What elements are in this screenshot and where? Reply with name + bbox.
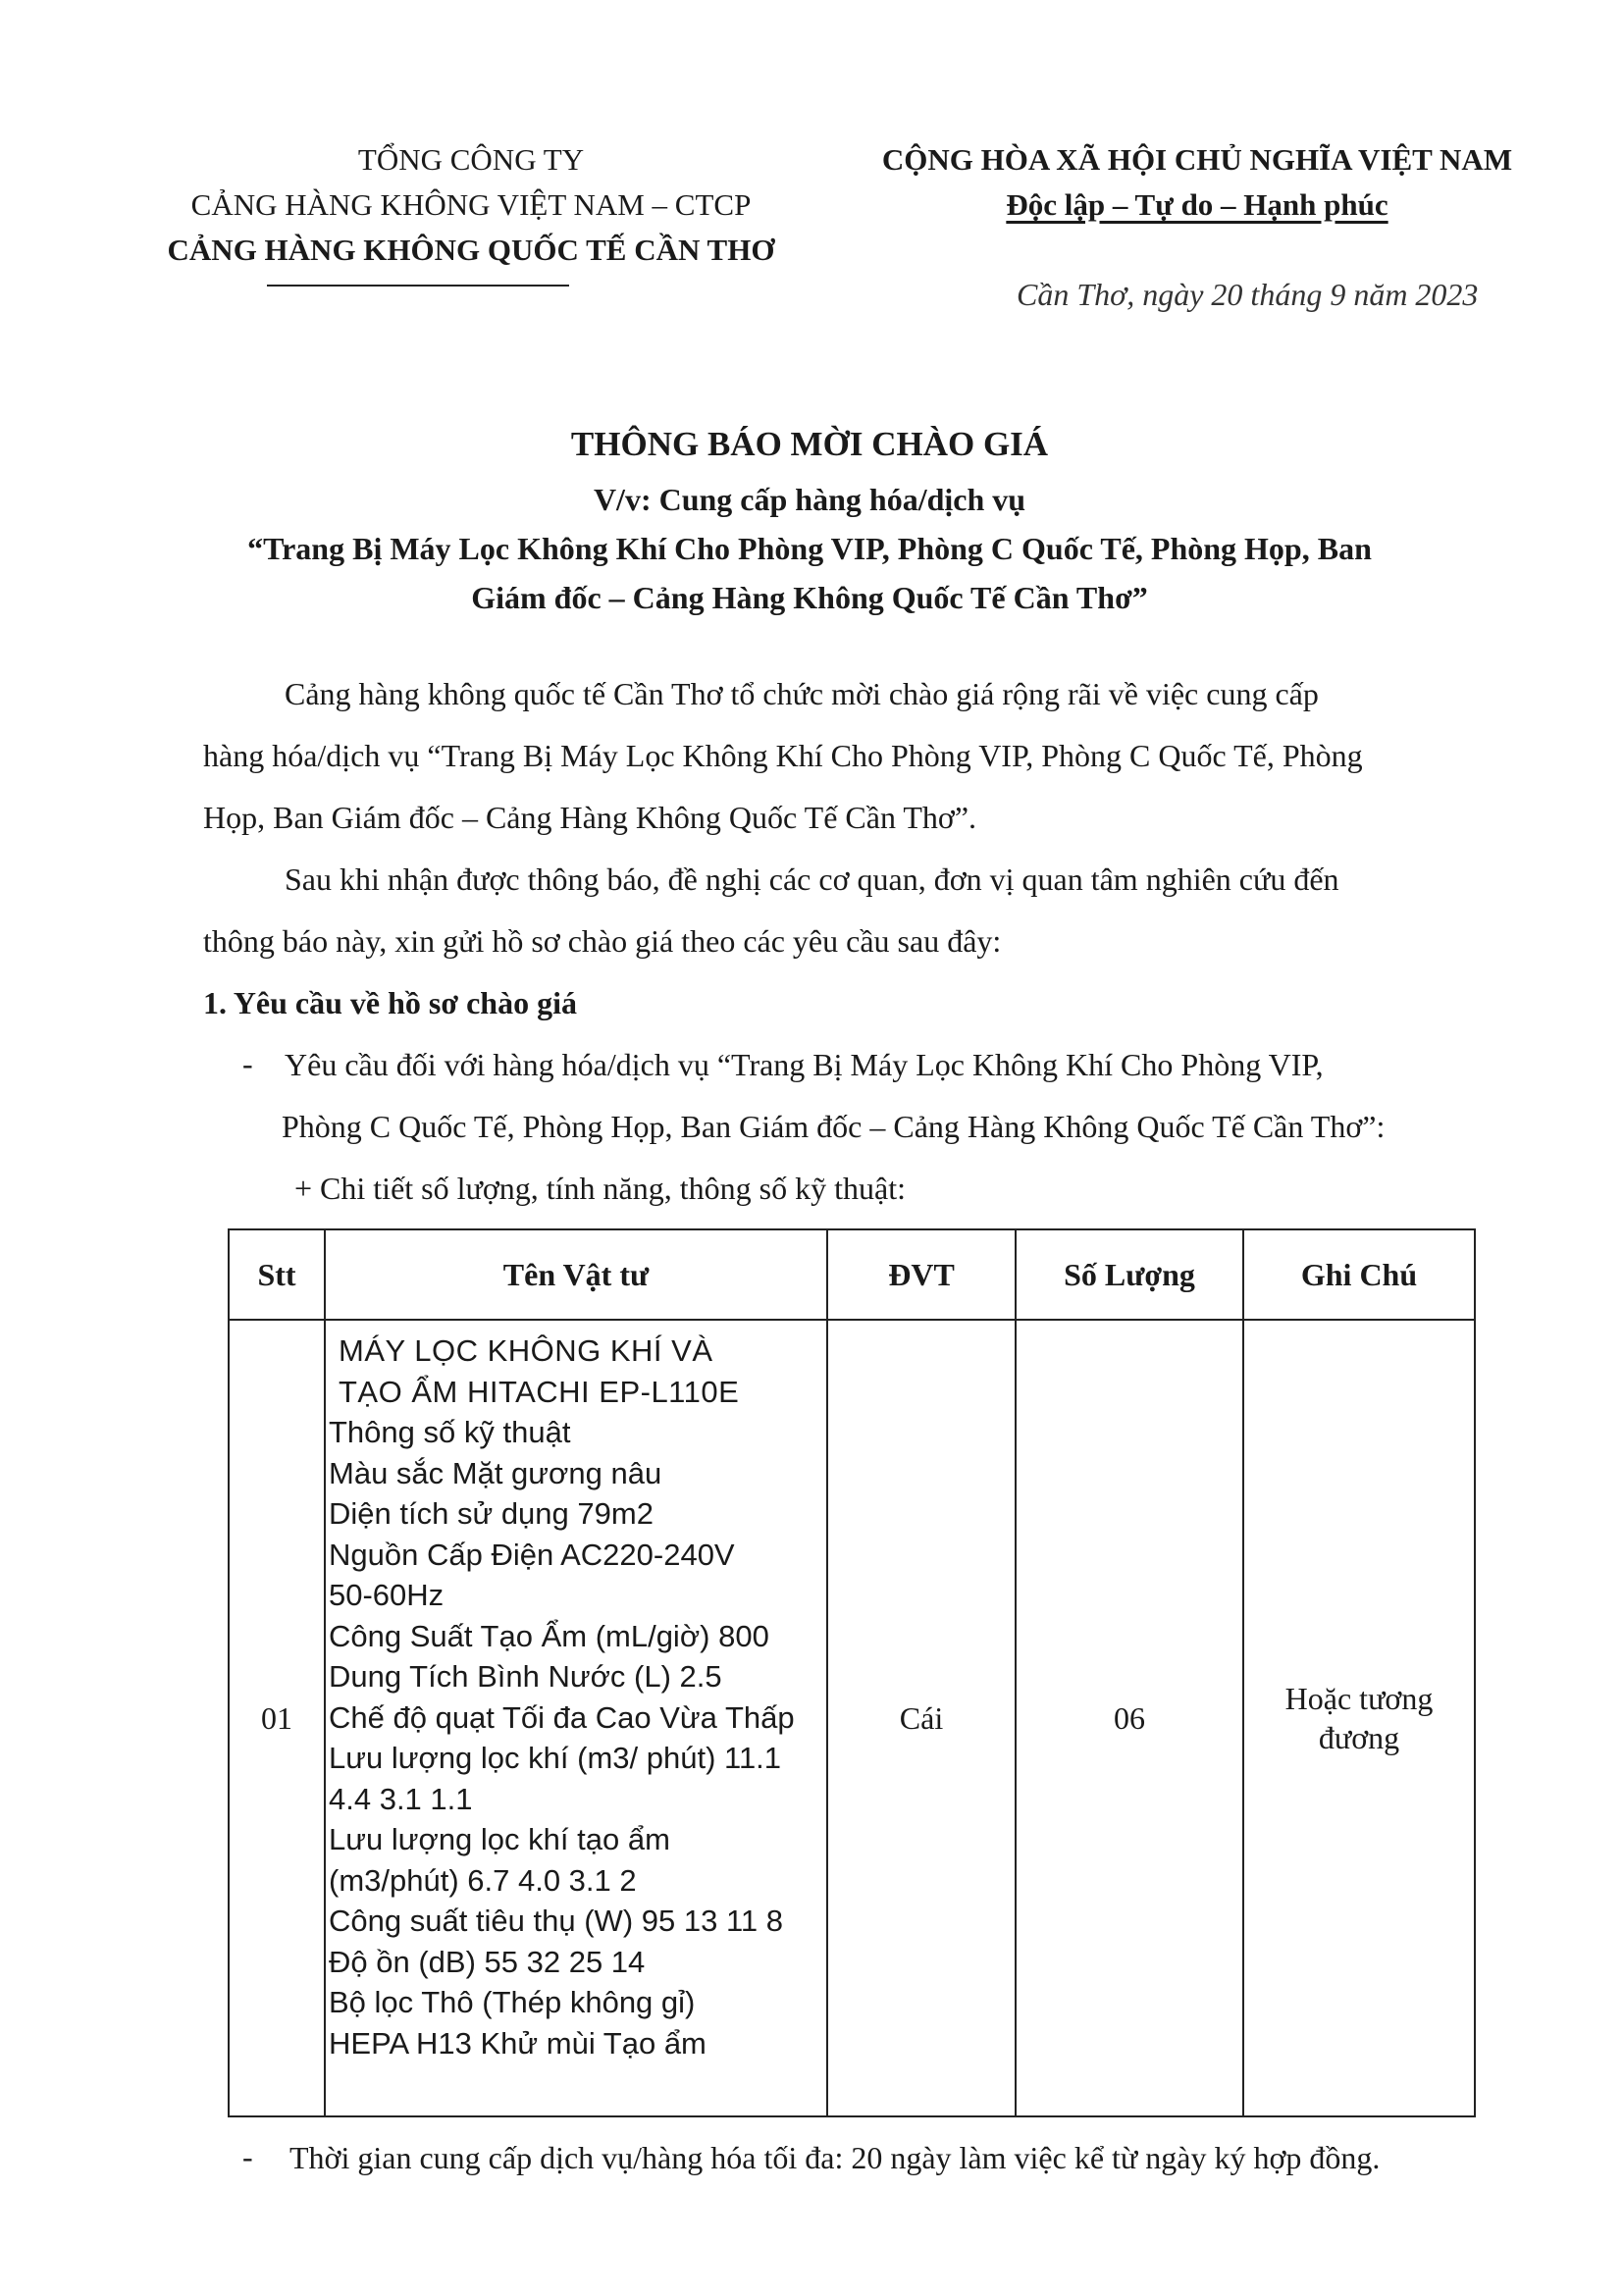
item-spec-line: Lưu lượng lọc khí tạo ẩm (329, 1822, 670, 1856)
item-spec-line: 50-60Hz (329, 1578, 445, 1612)
para1-line2: hàng hóa/dịch vụ “Trang Bị Máy Lọc Không Khí Cho Phòng VIP, Phòng C Quốc Tế, Phòng (203, 738, 1363, 773)
table-header-row (229, 1229, 1475, 1320)
cell-unit: Cái (827, 1320, 1016, 2116)
item-spec-line: Độ ồn (dB) 55 32 25 14 (329, 1944, 646, 1979)
org-line-3: CẢNG HÀNG KHÔNG QUỐC TẾ CẦN THƠ (167, 233, 775, 267)
doc-subject: V/v: Cung cấp hàng hóa/dịch vụ (593, 482, 1026, 517)
para2-line1: Sau khi nhận được thông báo, đề nghị các cơ quan, đơn vị quan tâm nghiên cứu đến (285, 861, 1339, 897)
org-line-1: TỔNG CÔNG TY (357, 142, 585, 177)
item-spec-line: Chế độ quạt Tối đa Cao Vừa Thấp (329, 1699, 795, 1735)
item-spec-line: Màu sắc Mặt gương nâu (329, 1455, 662, 1490)
header-item-name: Tên Vật tư (325, 1229, 827, 1320)
section-1-heading: 1. Yêu cầu về hồ sơ chào giá (203, 985, 577, 1020)
item-spec-line: 4.4 3.1 1.1 (329, 1781, 473, 1816)
item-spec-line: Lưu lượng lọc khí (m3/ phút) 11.1 (329, 1741, 782, 1775)
item-spec-line: Diện tích sử dụng 79m2 (329, 1496, 654, 1531)
delivery-line: Thời gian cung cấp dịch vụ/hàng hóa tối đa: 20 ngày làm việc kể từ ngày ký hợp đồng. (289, 2140, 1381, 2175)
para1-line3: Họp, Ban Giám đốc – Cảng Hàng Không Quốc Tế Cần Thơ”. (203, 800, 977, 835)
org-block (147, 137, 795, 273)
place-date: Cần Thơ, ngày 20 tháng 9 năm 2023 (1017, 277, 1479, 312)
header-unit: ĐVT (827, 1229, 1016, 1320)
item-spec-line: Công Suất Tạo Ẩm (mL/giờ) 800 (329, 1618, 769, 1653)
nation-line-1: CỘNG HÒA XÃ HỘI CHỦ NGHĨA VIỆT NAM (881, 142, 1513, 177)
item-spec-line: Dung Tích Bình Nước (L) 2.5 (329, 1659, 722, 1694)
item-spec-line: Công suất tiêu thụ (W) 95 13 11 8 (329, 1904, 783, 1938)
header-quantity: Số Lượng (1016, 1229, 1243, 1320)
doc-title: THÔNG BÁO MỜI CHÀO GIÁ (570, 425, 1049, 463)
header-note: Ghi Chú (1243, 1229, 1475, 1320)
nation-line-2: Độc lập – Tự do – Hạnh phúc (1006, 187, 1388, 222)
cell-quantity: 06 (1016, 1320, 1243, 2116)
requirement-line2: Phòng C Quốc Tế, Phòng Họp, Ban Giám đốc – Cảng Hàng Không Quốc Tế Cần Thơ”: (282, 1109, 1386, 1144)
doc-title-line-4: Giám đốc – Cảng Hàng Không Quốc Tế Cần Thơ” (471, 580, 1148, 615)
item-name-line: TẠO ẨM HITACHI EP-L110E (339, 1374, 740, 1409)
note-line-2: đương (1318, 1720, 1400, 1755)
cell-item-name (325, 1320, 827, 2116)
bullet-dash: - (242, 1046, 253, 1081)
para1-line1: Cảng hàng không quốc tế Cần Thơ tổ chức mời chào giá rộng rãi về việc cung cấp (285, 676, 1319, 711)
doc-title-line-3: “Trang Bị Máy Lọc Không Khí Cho Phòng VIP, Phòng C Quốc Tế, Phòng Họp, Ban (247, 531, 1372, 566)
note-line-1: Hoặc tương (1284, 1681, 1434, 1716)
item-spec-line: Thông số kỹ thuật (329, 1415, 571, 1449)
cell-note (1243, 1320, 1475, 2116)
cell-stt: 01 (229, 1320, 325, 2116)
item-spec-line: HEPA H13 Khử mùi Tạo ẩm (329, 2025, 707, 2061)
item-spec-line: Bộ lọc Thô (Thép không gỉ) (329, 1985, 696, 2019)
table-row (229, 1320, 1475, 2116)
header-stt: Stt (229, 1229, 325, 1320)
items-table (228, 1228, 1476, 2117)
item-spec-line: (m3/phút) 6.7 4.0 3.1 2 (329, 1862, 637, 1898)
org-line-2: CẢNG HÀNG KHÔNG VIỆT NAM – CTCP (190, 187, 752, 222)
org-underline (267, 285, 569, 287)
requirement-line1: Yêu cầu đối với hàng hóa/dịch vụ “Trang Bị Máy Lọc Không Khí Cho Phòng VIP, (285, 1047, 1324, 1082)
detail-line: + Chi tiết số lượng, tính năng, thông số kỹ thuật: (294, 1171, 906, 1206)
item-spec-line: Nguồn Cấp Điện AC220-240V (329, 1537, 735, 1572)
item-name-line: MÁY LỌC KHÔNG KHÍ VÀ (339, 1333, 713, 1368)
bullet-dash: - (242, 2139, 253, 2174)
para2-line2: thông báo này, xin gửi hồ sơ chào giá theo các yêu cầu sau đây: (203, 923, 1002, 959)
nation-block (814, 137, 1580, 228)
